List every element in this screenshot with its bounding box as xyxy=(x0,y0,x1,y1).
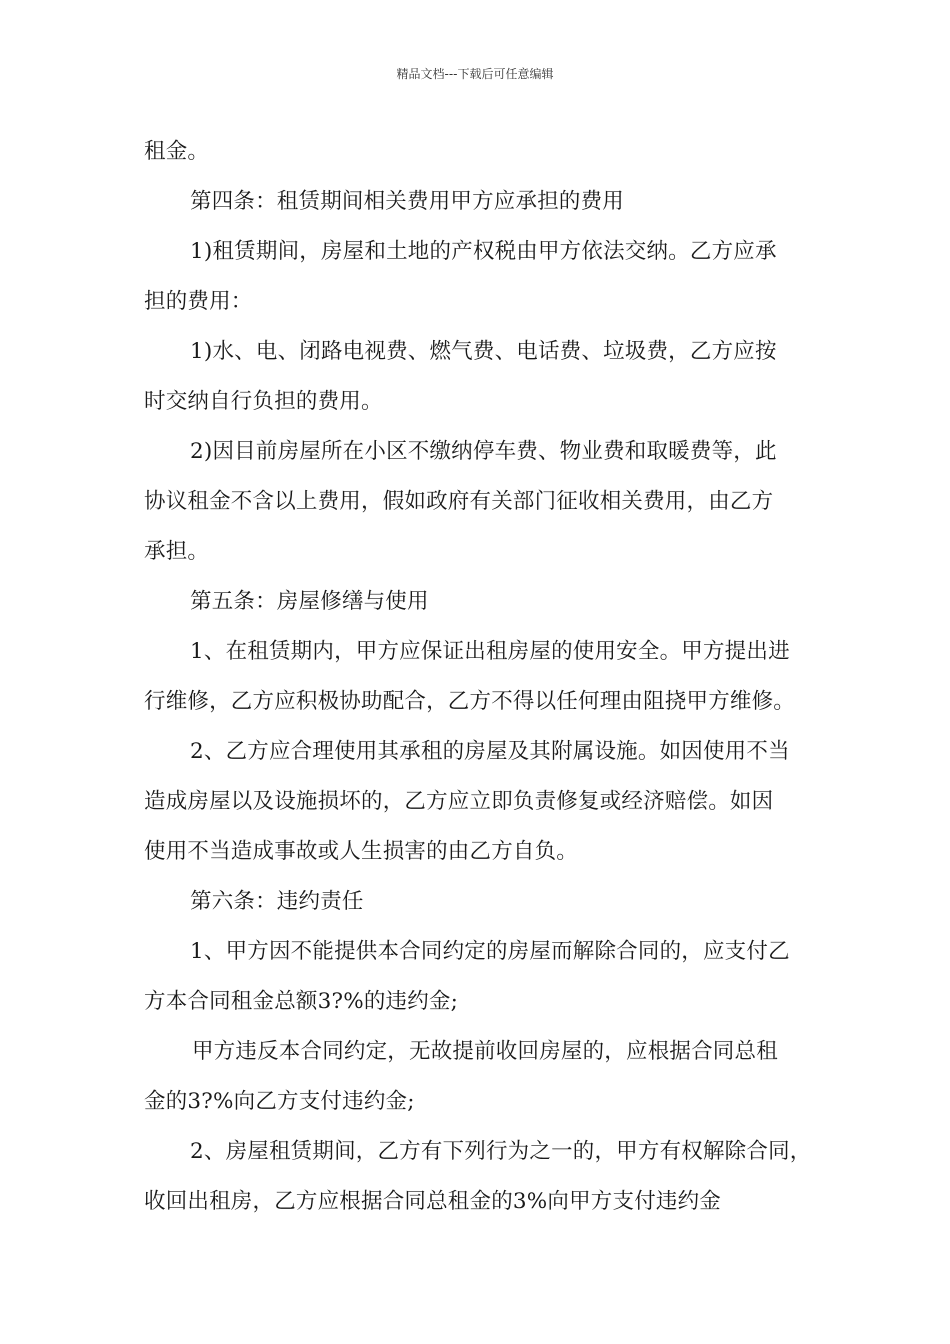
paragraph-line: 2、乙方应合理使用其承租的房屋及其附属设施。如因使用不当 xyxy=(190,739,790,764)
paragraph-line: 行维修，乙方应积极协助配合，乙方不得以任何理由阻挠甲方维修。 xyxy=(144,689,796,714)
paragraph-line: 时交纳自行负担的费用。 xyxy=(144,389,383,414)
paragraph-line: 1、甲方因不能提供本合同约定的房屋而解除合同的，应支付乙 xyxy=(190,939,790,964)
paragraph-line: 1、在租赁期内，甲方应保证出租房屋的使用安全。甲方提出进 xyxy=(190,639,790,664)
paragraph-line: 2)因目前房屋所在小区不缴纳停车费、物业费和取暖费等，此 xyxy=(190,439,777,464)
paragraph-line: 甲方违反本合同约定，无故提前收回房屋的，应根据合同总租 xyxy=(192,1039,778,1064)
paragraph-line: 使用不当造成事故或人生损害的由乙方自负。 xyxy=(144,839,579,864)
paragraph-line: 造成房屋以及设施损坏的，乙方应立即负责修复或经济赔偿。如因 xyxy=(144,789,774,814)
paragraph-line: 1)租赁期间，房屋和土地的产权税由甲方依法交纳。乙方应承 xyxy=(190,239,777,264)
paragraph-line: 担的费用： xyxy=(144,289,253,314)
paragraph-line: 租金。 xyxy=(144,139,210,164)
page-header: 精品文档---下载后可任意编辑 xyxy=(396,67,554,81)
paragraph-line: 协议租金不含以上费用，假如政府有关部门征收相关费用，由乙方 xyxy=(144,489,774,514)
article-heading: 第六条：违约责任 xyxy=(190,889,364,914)
paragraph-line: 1)水、电、闭路电视费、燃气费、电话费、垃圾费，乙方应按 xyxy=(190,339,777,364)
article-heading: 第五条：房屋修缮与使用 xyxy=(190,589,429,614)
paragraph-line: 方本合同租金总额3?%的违约金; xyxy=(144,989,459,1014)
article-heading: 第四条：租赁期间相关费用甲方应承担的费用 xyxy=(190,189,625,214)
paragraph-line: 2、房屋租赁期间，乙方有下列行为之一的，甲方有权解除合同， xyxy=(190,1139,812,1164)
paragraph-line: 承担。 xyxy=(144,539,210,564)
paragraph-line: 收回出租房，乙方应根据合同总租金的3%向甲方支付违约金 xyxy=(144,1189,722,1214)
document-body xyxy=(144,127,824,1227)
paragraph-line: 金的3?%向乙方支付违约金; xyxy=(144,1089,415,1114)
